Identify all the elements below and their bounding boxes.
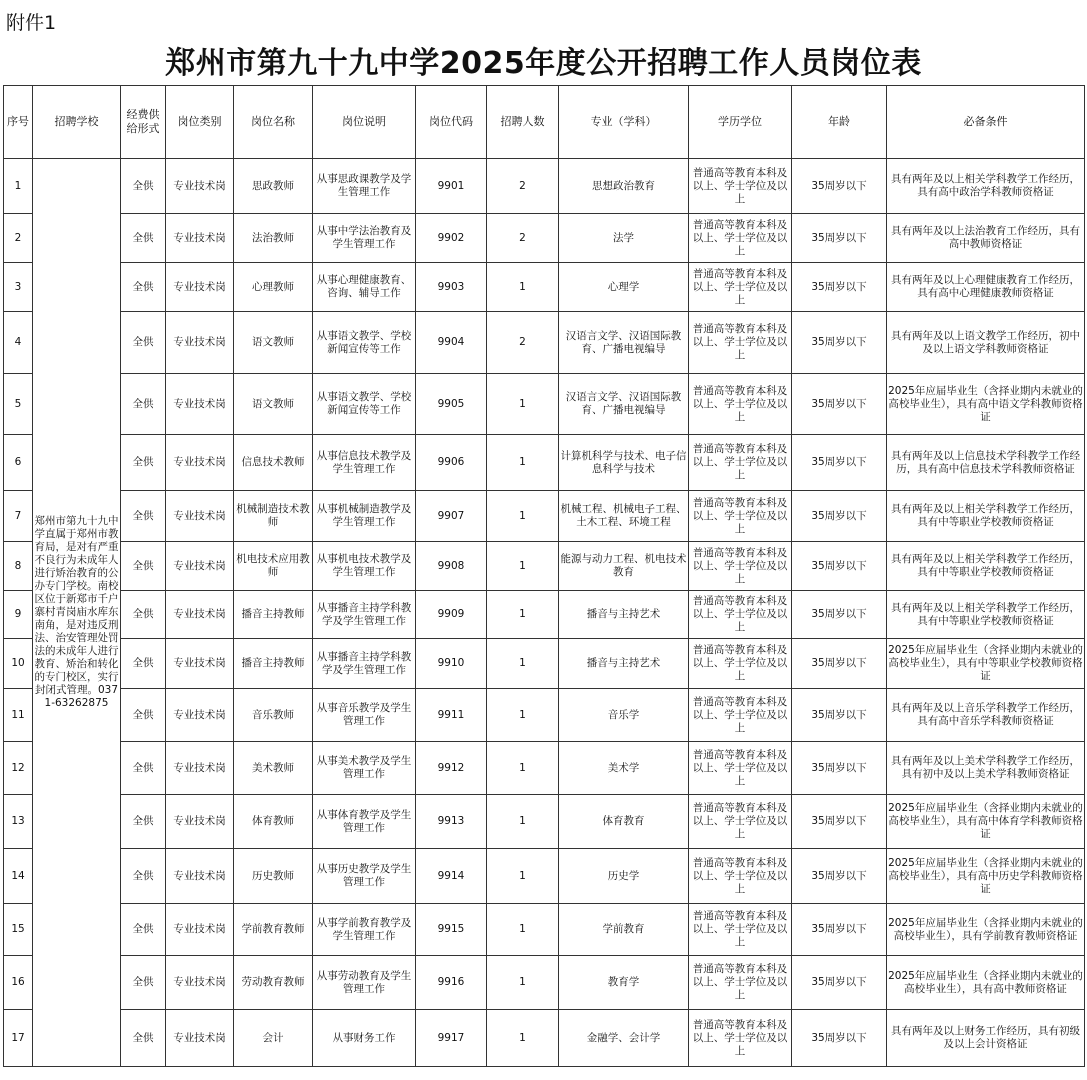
cell-age: 35周岁以下	[792, 1010, 887, 1067]
cell-seq: 13	[4, 795, 33, 849]
cell-major: 金融学、会计学	[559, 1010, 689, 1067]
cell-education: 普通高等教育本科及以上、学士学位及以上	[689, 159, 792, 214]
cell-description: 从事机电技术教学及学生管理工作	[313, 542, 416, 591]
cell-seq: 10	[4, 639, 33, 689]
cell-funding: 全供	[121, 374, 166, 435]
cell-education: 普通高等教育本科及以上、学士学位及以上	[689, 904, 792, 956]
table-row	[4, 742, 1085, 795]
cell-seq: 17	[4, 1010, 33, 1067]
cell-code: 9916	[416, 956, 487, 1010]
cell-seq: 7	[4, 491, 33, 542]
cell-education: 普通高等教育本科及以上、学士学位及以上	[689, 742, 792, 795]
cell-education: 普通高等教育本科及以上、学士学位及以上	[689, 591, 792, 639]
cell-description: 从事思政课教学及学生管理工作	[313, 159, 416, 214]
cell-category: 专业技术岗	[166, 742, 234, 795]
cell-major: 汉语言文学、汉语国际教育、广播电视编导	[559, 374, 689, 435]
cell-description: 从事语文教学、学校新闻宣传等工作	[313, 312, 416, 374]
cell-count: 1	[487, 374, 559, 435]
cell-description: 从事机械制造教学及学生管理工作	[313, 491, 416, 542]
header-funding: 经费供给形式	[121, 86, 166, 159]
header-description: 岗位说明	[313, 86, 416, 159]
cell-count: 1	[487, 491, 559, 542]
cell-seq: 4	[4, 312, 33, 374]
cell-description: 从事学前教育教学及学生管理工作	[313, 904, 416, 956]
cell-post-name: 机电技术应用教师	[234, 542, 313, 591]
table-row	[4, 312, 1085, 374]
cell-major: 能源与动力工程、机电技术教育	[559, 542, 689, 591]
cell-age: 35周岁以下	[792, 689, 887, 742]
cell-major: 播音与主持艺术	[559, 639, 689, 689]
cell-education: 普通高等教育本科及以上、学士学位及以上	[689, 312, 792, 374]
cell-code: 9913	[416, 795, 487, 849]
table-row	[4, 591, 1085, 639]
table-row	[4, 542, 1085, 591]
cell-category: 专业技术岗	[166, 1010, 234, 1067]
cell-major: 汉语言文学、汉语国际教育、广播电视编导	[559, 312, 689, 374]
cell-major: 历史学	[559, 849, 689, 904]
cell-age: 35周岁以下	[792, 435, 887, 491]
cell-requirements: 2025年应届毕业生（含择业期内未就业的高校毕业生），具有高中语文学科教师资格证	[887, 374, 1085, 435]
cell-education: 普通高等教育本科及以上、学士学位及以上	[689, 689, 792, 742]
cell-code: 9912	[416, 742, 487, 795]
attachment-label: 附件1	[6, 12, 57, 34]
cell-code: 9911	[416, 689, 487, 742]
cell-post-name: 体育教师	[234, 795, 313, 849]
cell-count: 1	[487, 956, 559, 1010]
cell-age: 35周岁以下	[792, 795, 887, 849]
cell-major: 学前教育	[559, 904, 689, 956]
cell-funding: 全供	[121, 491, 166, 542]
cell-category: 专业技术岗	[166, 795, 234, 849]
table-row	[4, 795, 1085, 849]
table-row	[4, 1010, 1085, 1067]
cell-education: 普通高等教育本科及以上、学士学位及以上	[689, 956, 792, 1010]
cell-funding: 全供	[121, 159, 166, 214]
cell-education: 普通高等教育本科及以上、学士学位及以上	[689, 639, 792, 689]
header-school: 招聘学校	[33, 86, 121, 159]
cell-seq: 8	[4, 542, 33, 591]
cell-requirements: 具有两年及以上财务工作经历，具有初级及以上会计资格证	[887, 1010, 1085, 1067]
cell-code: 9908	[416, 542, 487, 591]
cell-count: 1	[487, 742, 559, 795]
cell-age: 35周岁以下	[792, 374, 887, 435]
cell-category: 专业技术岗	[166, 542, 234, 591]
cell-education: 普通高等教育本科及以上、学士学位及以上	[689, 795, 792, 849]
cell-description: 从事音乐教学及学生管理工作	[313, 689, 416, 742]
cell-requirements: 具有两年及以上相关学科教学工作经历，具有中等职业学校教师资格证	[887, 491, 1085, 542]
cell-age: 35周岁以下	[792, 312, 887, 374]
cell-post-name: 会计	[234, 1010, 313, 1067]
cell-education: 普通高等教育本科及以上、学士学位及以上	[689, 214, 792, 263]
cell-description: 从事财务工作	[313, 1010, 416, 1067]
cell-seq: 5	[4, 374, 33, 435]
cell-funding: 全供	[121, 689, 166, 742]
header-category: 岗位类别	[166, 86, 234, 159]
cell-count: 1	[487, 542, 559, 591]
cell-count: 1	[487, 435, 559, 491]
cell-code: 9904	[416, 312, 487, 374]
cell-description: 从事历史教学及学生管理工作	[313, 849, 416, 904]
cell-funding: 全供	[121, 1010, 166, 1067]
header-requirements: 必备条件	[887, 86, 1085, 159]
table-body	[4, 159, 1085, 1067]
cell-code: 9917	[416, 1010, 487, 1067]
cell-age: 35周岁以下	[792, 956, 887, 1010]
cell-post-name: 播音主持教师	[234, 639, 313, 689]
cell-major: 机械工程、机械电子工程、土木工程、环境工程	[559, 491, 689, 542]
cell-seq: 15	[4, 904, 33, 956]
header-post-name: 岗位名称	[234, 86, 313, 159]
cell-education: 普通高等教育本科及以上、学士学位及以上	[689, 849, 792, 904]
cell-description: 从事信息技术教学及学生管理工作	[313, 435, 416, 491]
cell-category: 专业技术岗	[166, 591, 234, 639]
cell-code: 9902	[416, 214, 487, 263]
cell-seq: 11	[4, 689, 33, 742]
cell-requirements: 具有两年及以上语文教学工作经历，初中及以上语文学科教师资格证	[887, 312, 1085, 374]
cell-code: 9915	[416, 904, 487, 956]
cell-code: 9903	[416, 263, 487, 312]
cell-post-name: 心理教师	[234, 263, 313, 312]
cell-post-name: 信息技术教师	[234, 435, 313, 491]
cell-code: 9901	[416, 159, 487, 214]
cell-description: 从事美术教学及学生管理工作	[313, 742, 416, 795]
cell-age: 35周岁以下	[792, 542, 887, 591]
cell-seq: 14	[4, 849, 33, 904]
cell-category: 专业技术岗	[166, 374, 234, 435]
cell-funding: 全供	[121, 639, 166, 689]
cell-post-name: 语文教师	[234, 374, 313, 435]
cell-post-name: 学前教育教师	[234, 904, 313, 956]
cell-funding: 全供	[121, 312, 166, 374]
cell-major: 音乐学	[559, 689, 689, 742]
cell-requirements: 2025年应届毕业生（含择业期内未就业的高校毕业生），具有中等职业学校教师资格证	[887, 639, 1085, 689]
cell-requirements: 2025年应届毕业生（含择业期内未就业的高校毕业生），具有学前教育教师资格证	[887, 904, 1085, 956]
table-row	[4, 956, 1085, 1010]
cell-code: 9905	[416, 374, 487, 435]
positions-table	[3, 85, 1085, 1067]
cell-age: 35周岁以下	[792, 591, 887, 639]
cell-count: 1	[487, 639, 559, 689]
cell-requirements: 具有两年及以上心理健康教育工作经历，具有高中心理健康教师资格证	[887, 263, 1085, 312]
cell-post-name: 机械制造技术教师	[234, 491, 313, 542]
cell-category: 专业技术岗	[166, 904, 234, 956]
cell-description: 从事心理健康教育、咨询、辅导工作	[313, 263, 416, 312]
cell-post-name: 音乐教师	[234, 689, 313, 742]
table-row	[4, 849, 1085, 904]
cell-post-name: 法治教师	[234, 214, 313, 263]
cell-funding: 全供	[121, 956, 166, 1010]
cell-requirements: 2025年应届毕业生（含择业期内未就业的高校毕业生），具有高中体育学科教师资格证	[887, 795, 1085, 849]
cell-count: 2	[487, 312, 559, 374]
cell-funding: 全供	[121, 591, 166, 639]
cell-requirements: 具有两年及以上相关学科教学工作经历，具有中等职业学校教师资格证	[887, 542, 1085, 591]
cell-major: 教育学	[559, 956, 689, 1010]
cell-post-name: 语文教师	[234, 312, 313, 374]
cell-seq: 3	[4, 263, 33, 312]
header-row	[4, 86, 1085, 159]
header-education: 学历学位	[689, 86, 792, 159]
cell-category: 专业技术岗	[166, 159, 234, 214]
cell-major: 美术学	[559, 742, 689, 795]
cell-requirements: 2025年应届毕业生（含择业期内未就业的高校毕业生），具有高中历史学科教师资格证	[887, 849, 1085, 904]
cell-age: 35周岁以下	[792, 742, 887, 795]
cell-age: 35周岁以下	[792, 263, 887, 312]
cell-education: 普通高等教育本科及以上、学士学位及以上	[689, 435, 792, 491]
table-row	[4, 491, 1085, 542]
table-row	[4, 904, 1085, 956]
cell-seq: 16	[4, 956, 33, 1010]
cell-requirements: 具有两年及以上法治教育工作经历，具有高中教师资格证	[887, 214, 1085, 263]
header-count: 招聘人数	[487, 86, 559, 159]
cell-requirements: 2025年应届毕业生（含择业期内未就业的高校毕业生），具有高中教师资格证	[887, 956, 1085, 1010]
cell-seq: 12	[4, 742, 33, 795]
cell-seq: 6	[4, 435, 33, 491]
cell-education: 普通高等教育本科及以上、学士学位及以上	[689, 263, 792, 312]
cell-major: 计算机科学与技术、电子信息科学与技术	[559, 435, 689, 491]
cell-requirements: 具有两年及以上相关学科教学工作经历，具有高中政治学科教师资格证	[887, 159, 1085, 214]
table-row	[4, 374, 1085, 435]
cell-count: 1	[487, 591, 559, 639]
header-code: 岗位代码	[416, 86, 487, 159]
cell-requirements: 具有两年及以上相关学科教学工作经历，具有中等职业学校教师资格证	[887, 591, 1085, 639]
cell-count: 1	[487, 795, 559, 849]
cell-category: 专业技术岗	[166, 214, 234, 263]
cell-requirements: 具有两年及以上美术学科教学工作经历，具有初中及以上美术学科教师资格证	[887, 742, 1085, 795]
cell-count: 1	[487, 1010, 559, 1067]
cell-major: 心理学	[559, 263, 689, 312]
cell-funding: 全供	[121, 904, 166, 956]
cell-requirements: 具有两年及以上信息技术学科教学工作经历，具有高中信息技术学科教师资格证	[887, 435, 1085, 491]
cell-education: 普通高等教育本科及以上、学士学位及以上	[689, 1010, 792, 1067]
cell-category: 专业技术岗	[166, 689, 234, 742]
cell-category: 专业技术岗	[166, 263, 234, 312]
cell-major: 体育教育	[559, 795, 689, 849]
table-row	[4, 159, 1085, 214]
cell-description: 从事体育教学及学生管理工作	[313, 795, 416, 849]
cell-age: 35周岁以下	[792, 491, 887, 542]
cell-age: 35周岁以下	[792, 214, 887, 263]
cell-description: 从事中学法治教育及学生管理工作	[313, 214, 416, 263]
cell-count: 2	[487, 214, 559, 263]
cell-age: 35周岁以下	[792, 639, 887, 689]
header-major: 专业（学科）	[559, 86, 689, 159]
cell-funding: 全供	[121, 435, 166, 491]
cell-category: 专业技术岗	[166, 491, 234, 542]
header-seq: 序号	[4, 86, 33, 159]
cell-count: 2	[487, 159, 559, 214]
cell-description: 从事劳动教育及学生管理工作	[313, 956, 416, 1010]
cell-category: 专业技术岗	[166, 956, 234, 1010]
cell-code: 9909	[416, 591, 487, 639]
table-row	[4, 639, 1085, 689]
cell-school: 郑州市第九十九中学直属于郑州市教育局，是对有严重不良行为未成年人进行矫治教育的公办专门学校。南校区位于新郑市千户寨村青岗庙水库东南角，是对违反刑法、治安管理处罚法的未成年人进行教育、矫治和转化的专门校区，实行封闭式管理。0371-63262875	[33, 159, 121, 1067]
cell-seq: 2	[4, 214, 33, 263]
cell-seq: 1	[4, 159, 33, 214]
cell-age: 35周岁以下	[792, 849, 887, 904]
cell-post-name: 播音主持教师	[234, 591, 313, 639]
cell-age: 35周岁以下	[792, 159, 887, 214]
table-row	[4, 435, 1085, 491]
cell-requirements: 具有两年及以上音乐学科教学工作经历，具有高中音乐学科教师资格证	[887, 689, 1085, 742]
cell-count: 1	[487, 904, 559, 956]
cell-funding: 全供	[121, 742, 166, 795]
cell-description: 从事播音主持学科教学及学生管理工作	[313, 591, 416, 639]
cell-major: 思想政治教育	[559, 159, 689, 214]
cell-funding: 全供	[121, 795, 166, 849]
cell-count: 1	[487, 689, 559, 742]
page-title: 郑州市第九十九中学2025年度公开招聘工作人员岗位表	[165, 46, 922, 81]
cell-major: 法学	[559, 214, 689, 263]
table-row	[4, 263, 1085, 312]
cell-description: 从事语文教学、学校新闻宣传等工作	[313, 374, 416, 435]
cell-age: 35周岁以下	[792, 904, 887, 956]
cell-funding: 全供	[121, 214, 166, 263]
header-age: 年龄	[792, 86, 887, 159]
cell-code: 9914	[416, 849, 487, 904]
cell-funding: 全供	[121, 849, 166, 904]
cell-funding: 全供	[121, 542, 166, 591]
cell-major: 播音与主持艺术	[559, 591, 689, 639]
cell-funding: 全供	[121, 263, 166, 312]
cell-category: 专业技术岗	[166, 849, 234, 904]
cell-education: 普通高等教育本科及以上、学士学位及以上	[689, 374, 792, 435]
cell-post-name: 劳动教育教师	[234, 956, 313, 1010]
cell-post-name: 思政教师	[234, 159, 313, 214]
cell-code: 9906	[416, 435, 487, 491]
cell-code: 9907	[416, 491, 487, 542]
cell-category: 专业技术岗	[166, 639, 234, 689]
cell-category: 专业技术岗	[166, 435, 234, 491]
cell-post-name: 美术教师	[234, 742, 313, 795]
cell-post-name: 历史教师	[234, 849, 313, 904]
table-row	[4, 689, 1085, 742]
cell-description: 从事播音主持学科教学及学生管理工作	[313, 639, 416, 689]
cell-code: 9910	[416, 639, 487, 689]
cell-education: 普通高等教育本科及以上、学士学位及以上	[689, 491, 792, 542]
cell-education: 普通高等教育本科及以上、学士学位及以上	[689, 542, 792, 591]
cell-category: 专业技术岗	[166, 312, 234, 374]
cell-count: 1	[487, 849, 559, 904]
cell-seq: 9	[4, 591, 33, 639]
table-row	[4, 214, 1085, 263]
cell-count: 1	[487, 263, 559, 312]
